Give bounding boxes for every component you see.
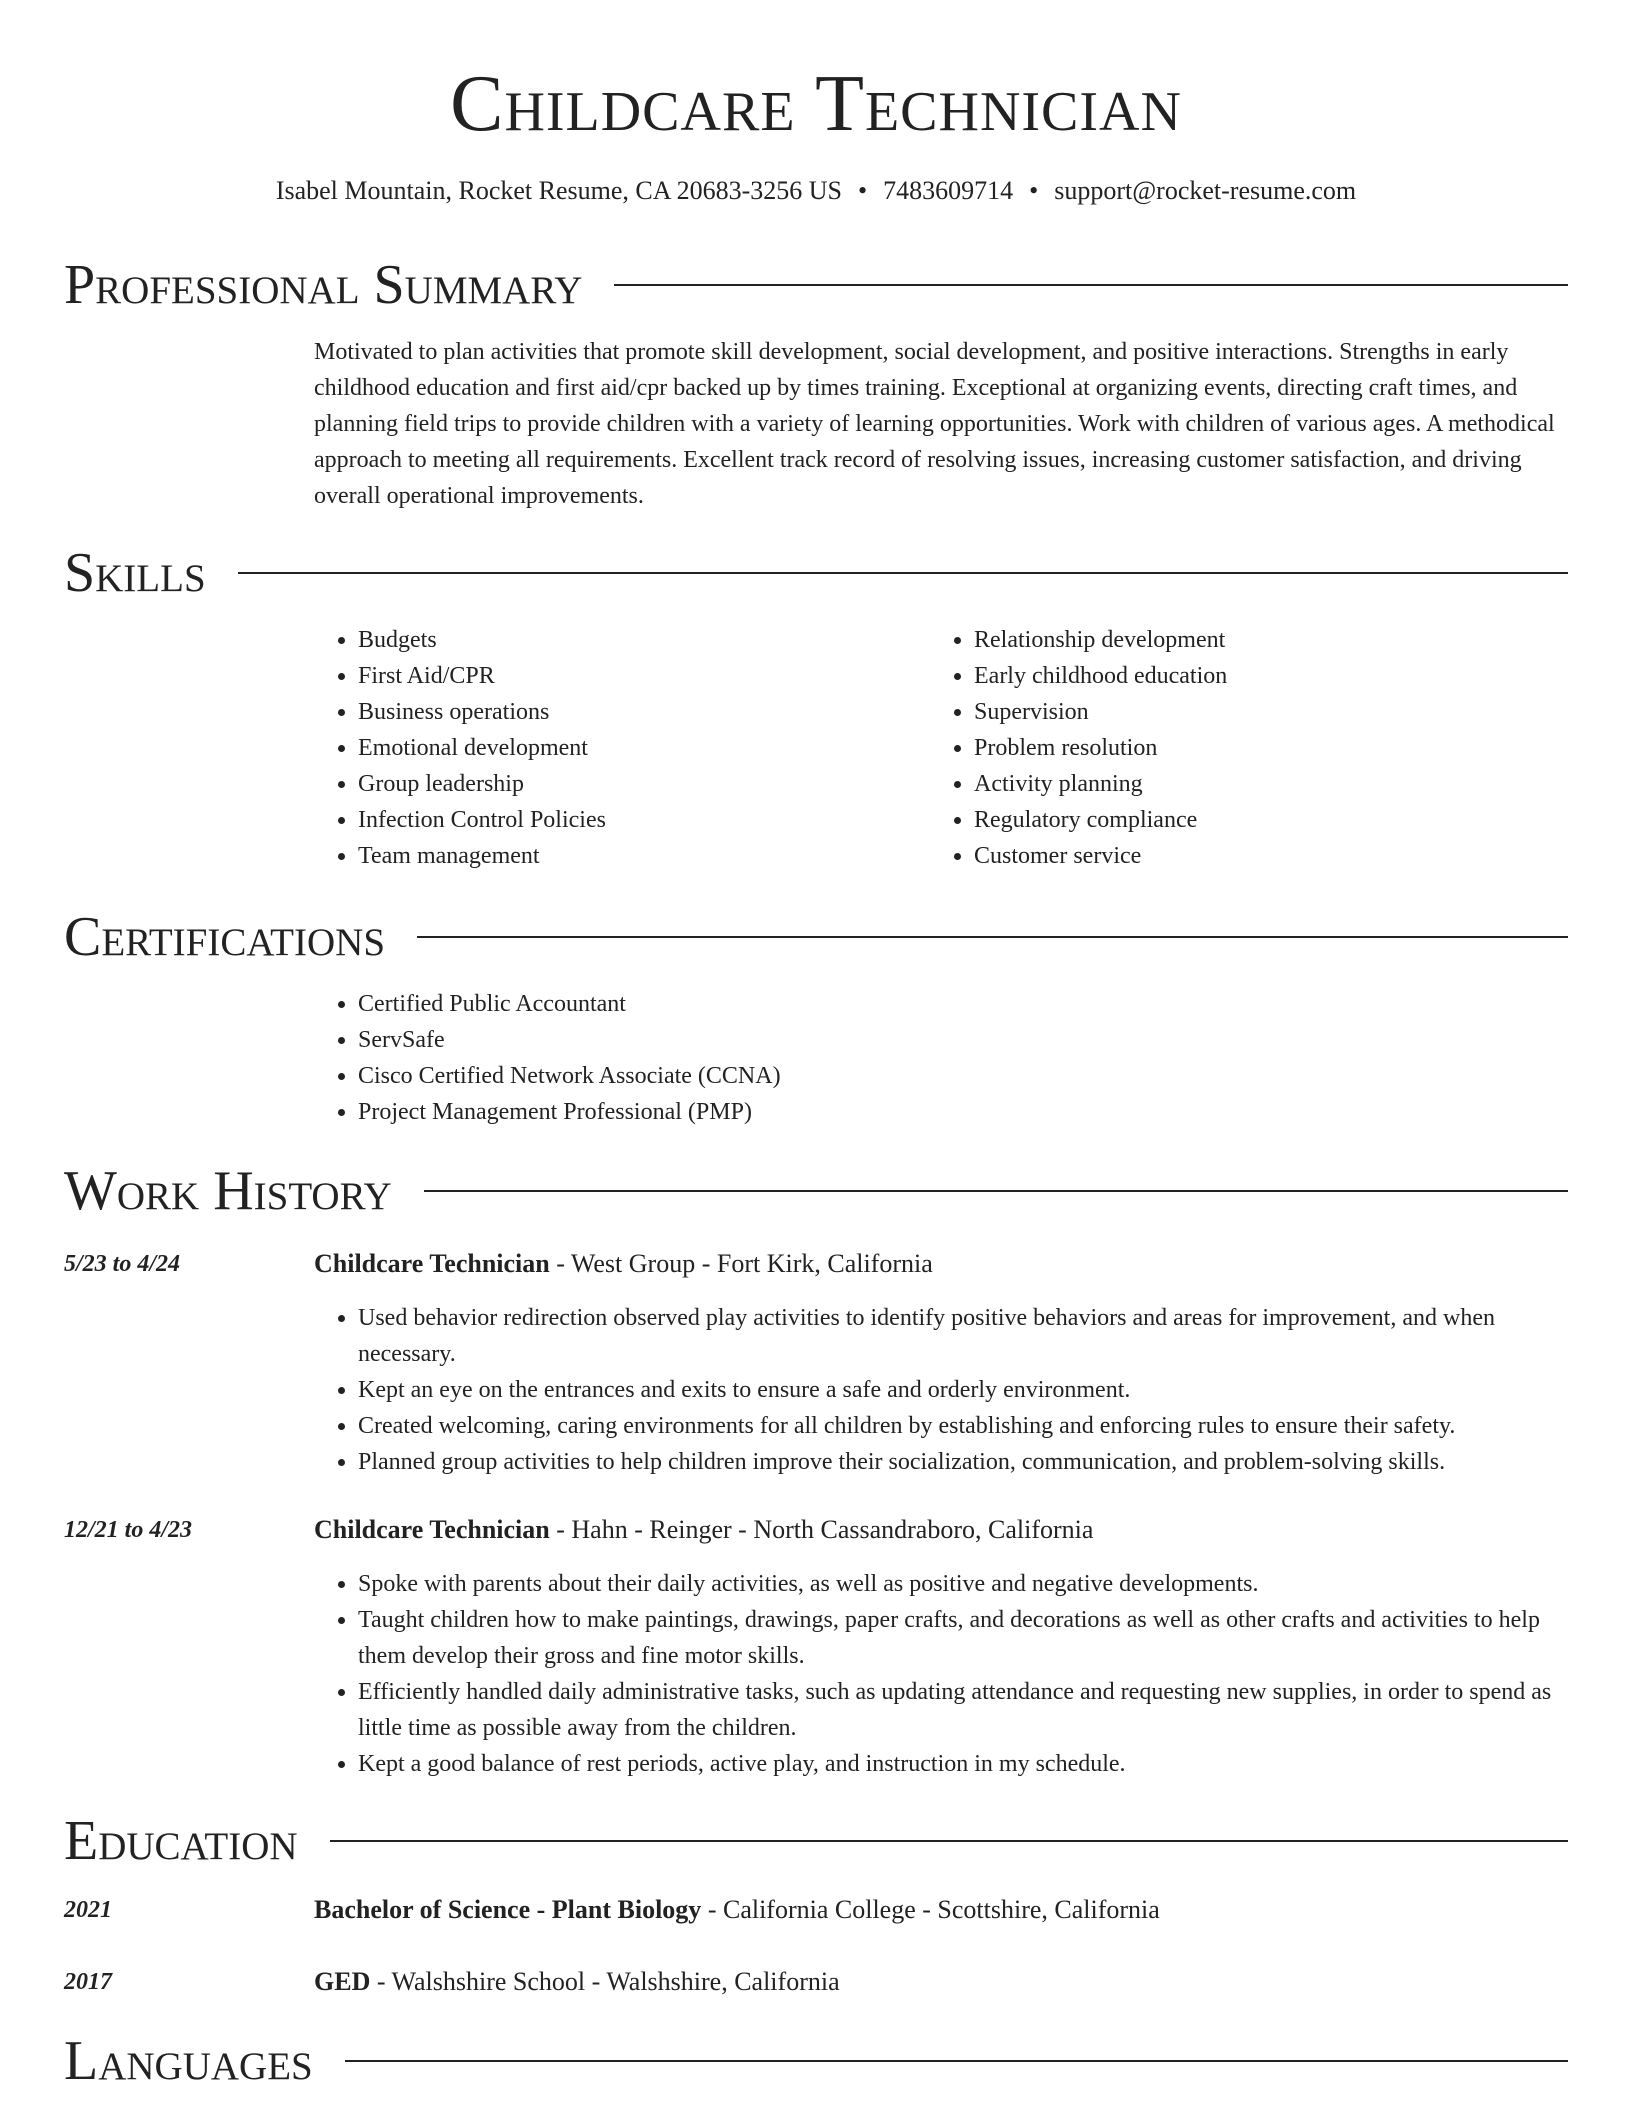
resume-title: Childcare Technician — [450, 60, 1182, 148]
skill-item: • Early childhood education — [974, 658, 1574, 694]
job-title: Childcare Technician — [314, 1249, 550, 1278]
section-divider — [417, 936, 1568, 938]
section-divider — [424, 1190, 1568, 1192]
skill-item: • First Aid/CPR — [358, 658, 918, 694]
contact-address: Isabel Mountain, Rocket Resume, CA 20683-3256 US — [275, 176, 843, 205]
job-details: - West Group - Fort Kirk, California — [549, 1249, 933, 1278]
job-title: Childcare Technician — [314, 1515, 550, 1544]
education-entry — [314, 1964, 1570, 2000]
education-section-header — [64, 1806, 1568, 1876]
job-bullet: • Used behavior redirection observed play activities to identify positive behaviors and areas for improvement, and when necessary. — [358, 1300, 1570, 1372]
education-details: - Walshshire School - Walshshire, California — [370, 1967, 840, 1996]
skill-item: • Relationship development — [974, 622, 1574, 658]
job-dates: 12/21 to 4/23 — [64, 1517, 193, 1543]
education-year: 2021 — [64, 1897, 112, 1923]
skill-item: • Supervision — [974, 694, 1574, 730]
section-heading: Work History — [64, 1160, 392, 1222]
contact-email[interactable]: support@rocket-resume.com — [1054, 176, 1357, 205]
contact-phone[interactable]: 7483609714 — [883, 176, 1014, 205]
job-bullet: • Taught children how to make paintings, drawings, paper crafts, and decorations as well as other crafts and activities to help them develop their gross and fine motor skills. — [358, 1602, 1570, 1674]
job-bullet: • Kept a good balance of rest periods, active play, and instruction in my schedule. — [358, 1746, 1570, 1782]
section-heading: Skills — [64, 542, 206, 604]
job-dates: 5/23 to 4/24 — [64, 1251, 181, 1277]
job-bullet: • Spoke with parents about their daily activities, as well as positive and negative developments. — [358, 1566, 1570, 1602]
education-degree: GED — [314, 1967, 371, 1996]
skill-item: • Regulatory compliance — [974, 802, 1574, 838]
education-degree: Bachelor of Science - Plant Biology — [314, 1895, 702, 1924]
section-divider — [330, 1840, 1568, 1842]
job-bullet: • Created welcoming, caring environments for all children by establishing and enforcing rules to ensure their safety. — [358, 1408, 1570, 1444]
summary-text: Motivated to plan activities that promote skill development, social development, and positive interactions. Strengths in early childhood education and first aid/cpr backed up by times training. Exceptional at organizing events, directing craft times, and planning field trips to provide children with a variety of learning opportunities. Work with children of various ages. A methodical approach to meeting all requirements. Excellent track record of resolving issues, increasing customer satisfaction, and driving overall operational improvements. — [314, 339, 1555, 509]
skill-item: • Activity planning — [974, 766, 1574, 802]
skill-item: • Customer service — [974, 838, 1574, 874]
languages-section-header — [64, 2026, 1568, 2096]
skills-list-right — [930, 622, 1574, 874]
skills-list-left — [314, 622, 918, 874]
job-bullet: • Efficiently handled daily administrative tasks, such as updating attendance and requesting new supplies, in order to spend as little time as possible away from the children. — [358, 1674, 1570, 1746]
certification-item: • Project Management Professional (PMP) — [358, 1094, 1568, 1130]
section-divider — [345, 2060, 1568, 2062]
certifications-list — [314, 986, 1568, 1130]
job-bullet: • Planned group activities to help children improve their socialization, communication, and problem-solving skills. — [358, 1444, 1570, 1480]
certification-item: • Cisco Certified Network Associate (CCNA) — [358, 1058, 1568, 1094]
skill-item: • Business operations — [358, 694, 918, 730]
skill-item: • Budgets — [358, 622, 918, 658]
job-heading — [314, 1512, 1570, 1548]
skill-item: • Emotional development — [358, 730, 918, 766]
skill-item: • Group leadership — [358, 766, 918, 802]
certification-item: • Certified Public Accountant — [358, 986, 1568, 1022]
section-heading: Languages — [64, 2030, 313, 2092]
section-heading: Education — [64, 1810, 298, 1872]
contact-line — [0, 174, 1632, 208]
skill-item: • Problem resolution — [974, 730, 1574, 766]
section-divider — [614, 284, 1568, 286]
skills-section-header — [64, 538, 1568, 608]
education-year: 2017 — [64, 1969, 112, 1995]
job-bullet: • Kept an eye on the entrances and exits to ensure a safe and orderly environment. — [358, 1372, 1570, 1408]
certification-item: • ServSafe — [358, 1022, 1568, 1058]
skill-item: • Infection Control Policies — [358, 802, 918, 838]
job-details: - Hahn - Reinger - North Cassandraboro, California — [549, 1515, 1094, 1544]
job-heading — [314, 1246, 1570, 1282]
education-entry — [314, 1892, 1570, 1928]
section-heading: Certifications — [64, 906, 386, 968]
contact-separator: • — [1029, 176, 1039, 205]
job-bullets — [314, 1300, 1570, 1480]
work-section-header — [64, 1156, 1568, 1226]
job-bullets — [314, 1566, 1570, 1782]
skill-item: • Team management — [358, 838, 918, 874]
certifications-section-header — [64, 902, 1568, 972]
section-divider — [238, 572, 1568, 574]
summary-section-header — [64, 250, 1568, 320]
section-heading: Professional Summary — [64, 254, 583, 316]
contact-separator: • — [858, 176, 868, 205]
education-details: - California College - Scottshire, California — [701, 1895, 1160, 1924]
